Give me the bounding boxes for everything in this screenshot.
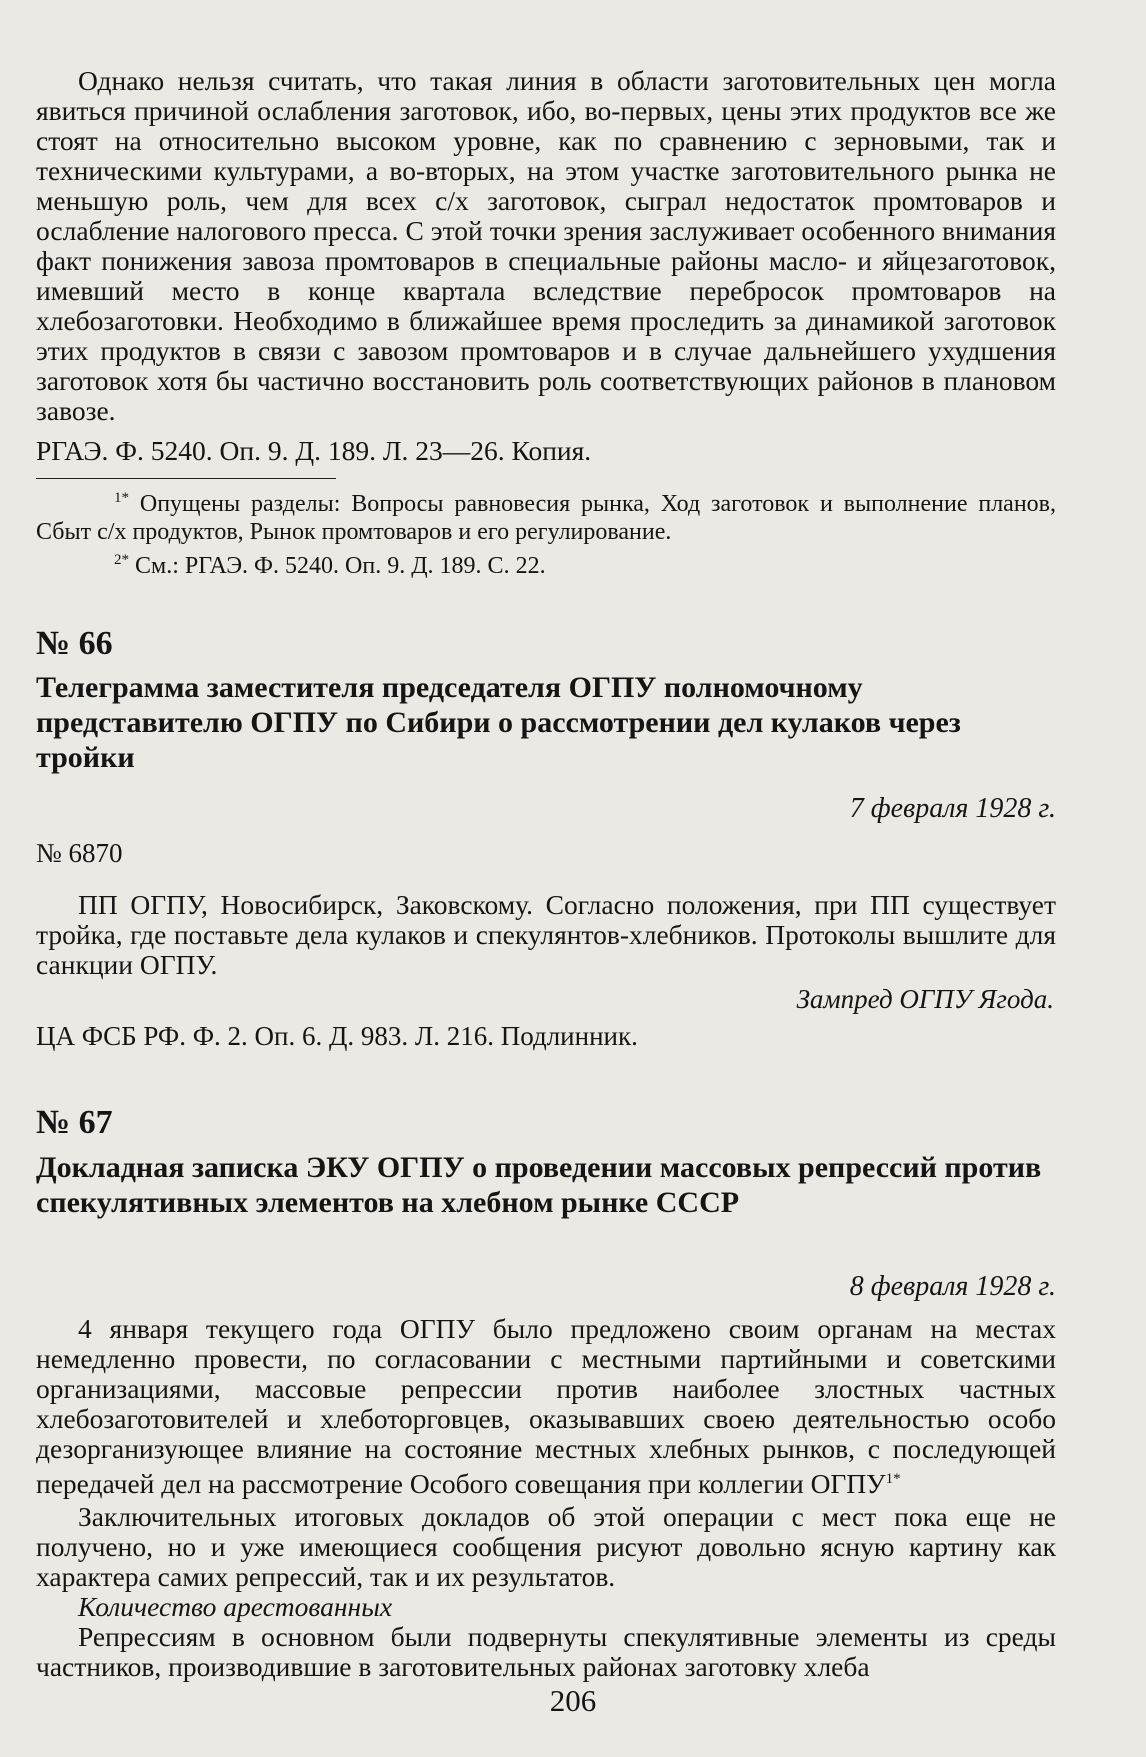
doc67-body — [36, 1314, 1056, 1682]
footnote-2: $^{2*}$ См.: РГАЭ. Ф. 5240. Оп. 9. Д. 189. С. 22. — [114, 552, 546, 579]
footnote-1: $^{1*}$ Опущены разделы: Вопросы равновесия рынка, Ход заготовок и выполнение планов, Сбыт с/х продуктов, Рынок промтоваров и его регулирование. — [36, 490, 1056, 545]
intro-block — [36, 66, 1056, 466]
doc66-source: ЦА ФСБ РФ. Ф. 2. Оп. 6. Д. 983. Л. 216. Подлинник. — [36, 1021, 638, 1051]
footnote-rule — [36, 478, 336, 479]
doc67-subheading: Количество арестованных — [78, 1591, 393, 1623]
intro-source: РГАЭ. Ф. 5240. Оп. 9. Д. 189. Л. 23—26. Копия. — [36, 435, 592, 466]
doc66-reg-number: № 6870 — [36, 838, 123, 868]
doc67-paragraph-2: Заключительных итоговых докладов об этой операции с мест пока еще не получено, но и уже имеющиеся сообщения рисуют довольно ясную картину как характера самих репрессий, так и их результатов. — [36, 1501, 1056, 1593]
intro-paragraph: Однако нельзя считать, что такая линия в области заготовительных цен могла явиться причиной ослабления заготовок, ибо, во-первых, цены этих продуктов все же стоят на относительно высоком уровне, как по сравнению с зерновыми, так и техническими культурами, а во-вторых, на этом участке заготовительного рынка не меньшую роль, чем для всех с/х заготовок, сыграл недостаток промтоваров и ослабление налогового пресса. С этой точки зрения заслуживает особенного внимания факт понижения завоза промтоваров в специальные районы масло- и яйцезаготовок, имевший место в конце квартала вследствие перебросок промтоваров на хлебозаготовки. Необходимо в ближайшее время проследить за динамикой заготовок этих продуктов в связи с завозом промтоваров и в случае дальнейшего ухудшения заготовок хотя бы частично восстановить роль соответствующих районов в плановом завозе. — [36, 65, 1056, 426]
footnotes — [36, 484, 1056, 580]
doc67-paragraph-1: 4 января текущего года ОГПУ было предложено своим органам на местах немедленно провести, по согласовании с местными партийными и советскими организациями, массовые репрессии против наиболее злостных частных хлебозаготовителей и хлеботорговцев, оказывавших своею деятельностью особо дезорганизующее влияние на состояние местных хлебных рынков, с последующей передачей дел на рассмотрение Особого совещания при коллегии $ОГПУ^{1*}$ — [36, 1313, 1056, 1500]
doc67-date: 8 февраля 1928 г. — [849, 1271, 1056, 1302]
doc67-paragraph-3: Репрессиям в основном были подвернуты спекулятивные элементы из среды частников, производившие в заготовительных районах заготовку хлеба — [36, 1621, 1056, 1683]
doc66-body — [36, 890, 1056, 980]
doc66-date: 7 февраля 1928 г. — [849, 793, 1056, 824]
doc67-title: Докладная записка ЭКУ ОГПУ о проведении массовых репрессий против спекулятивных элементов на хлебном рынке СССР — [36, 1151, 1042, 1219]
doc66-text: ПП ОГПУ, Новосибирск, Заковскому. Согласно положения, при ПП существует тройка, где поставьте дела кулаков и спекулянтов-хлебников. Протоколы вышлите для санкции ОГПУ. — [36, 889, 1056, 980]
doc66-number: № 66 — [36, 625, 113, 662]
doc67-number: № 67 — [36, 1104, 113, 1141]
doc66-title: Телеграмма заместителя председателя ОГПУ полномочному представителю ОГПУ по Сибири о рассмотрении дел кулаков через тройки — [36, 671, 961, 774]
doc66-signature: Зампред ОГПУ Ягода. — [796, 984, 1054, 1014]
page-number: 206 — [549, 1683, 597, 1718]
